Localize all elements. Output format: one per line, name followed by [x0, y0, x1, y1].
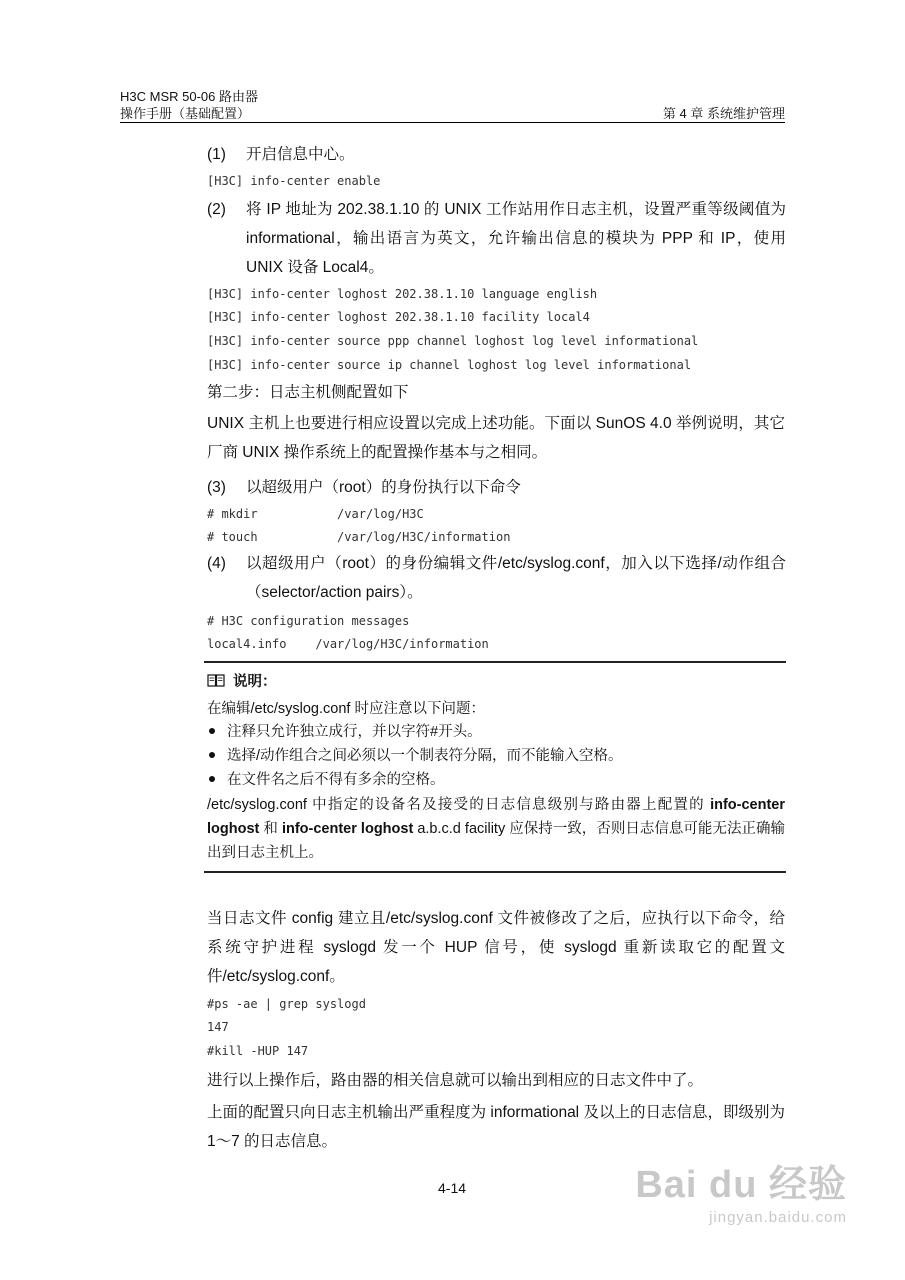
host-side-title: 第二步：日志主机侧配置如下 — [207, 384, 409, 401]
note-bullet — [207, 768, 785, 792]
header-chapter: 第 4 章 系统维护管理 — [662, 106, 785, 121]
note-cmd-2: info-center loghost — [281, 821, 414, 837]
note-para-a: /etc/syslog.conf 中指定的设备名及接受的日志信息级别与路由器上配置的 — [207, 797, 705, 813]
after-code-line: #kill -HUP 147 — [207, 1044, 309, 1058]
note-bullet-text: 选择/动作组合之间必须以一个制表符分隔，而不能输入空格。 — [227, 748, 623, 764]
level-paragraph: 上面的配置只向日志主机输出严重程度为 informational 及以上的日志信息，即级别为 1～7 的日志信息。 — [207, 1104, 785, 1150]
bullet-icon — [209, 752, 215, 758]
step-2-code-line: [H3C] info-center loghost 202.38.1.10 language english — [207, 287, 598, 301]
bullet-icon — [209, 776, 215, 782]
watermark-url: jingyan.baidu.com — [709, 1209, 847, 1226]
note-para-b: a.b.c.d facility 应保持一致，否则日志信息可能无法正确输出到日志主机上。 — [207, 821, 785, 861]
note-bullet — [207, 720, 785, 744]
step-4-text: 以超级用户（root）的身份编辑文件/etc/syslog.conf，加入以下选择/动作组合（selector/action pairs）。 — [246, 555, 786, 601]
result-paragraph: 进行以上操作后，路由器的相关信息就可以输出到相应的日志文件中了。 — [207, 1072, 704, 1089]
note-title: 说明： — [233, 674, 277, 690]
bullet-icon — [209, 728, 215, 734]
step-2-number: (2) — [207, 201, 226, 218]
header-manual: 操作手册（基础配置） — [120, 106, 251, 121]
step-2-code-line: [H3C] info-center source ip channel loghost log level informational — [207, 358, 692, 372]
note-cmd-1: info-center loghost — [207, 797, 786, 837]
note-paragraph — [207, 793, 785, 865]
note-bottom-rule — [204, 871, 786, 873]
watermark-main: Bai du 经验 — [635, 1164, 847, 1206]
step-3-code-line: # touch /var/log/H3C/information — [207, 530, 511, 544]
note-bullet — [207, 744, 785, 768]
note-bullet-text: 在文件名之后不得有多余的空格。 — [227, 772, 445, 788]
after-code-line: #ps -ae | grep syslogd — [207, 997, 366, 1011]
step-1-text: 开启信息中心。 — [246, 146, 355, 163]
header-divider — [120, 122, 785, 123]
step-3-text: 以超级用户（root）的身份执行以下命令 — [246, 479, 521, 496]
note-top-rule — [204, 661, 786, 663]
step-1-code: [H3C] info-center enable — [207, 174, 381, 188]
header-product: H3C MSR 50-06 路由器 — [120, 89, 258, 104]
step-1-number: (1) — [207, 146, 226, 163]
note-and: 和 — [259, 821, 282, 837]
step-2-code-line: [H3C] info-center source ppp channel loghost log level informational — [207, 334, 699, 348]
unix-intro: UNIX 主机上也要进行相应设置以完成上述功能。下面以 SunOS 4.0 举例说明，其它厂商 UNIX 操作系统上的配置操作基本与之相同。 — [207, 415, 785, 461]
step-4-code-line: local4.info /var/log/H3C/information — [207, 637, 489, 651]
step-2-text: 将 IP 地址为 202.38.1.10 的 UNIX 工作站用作日志主机，设置严重等级阈值为 informational，输出语言为英文，允许输出信息的模块为 PPP 和 IP，使用 UNIX 设备 Local4。 — [246, 201, 786, 276]
after-code-line: 147 — [207, 1020, 229, 1034]
hup-paragraph: 当日志文件 config 建立且/etc/syslog.conf 文件被修改了之后，应执行以下命令，给系统守护进程 syslogd 发一个 HUP 信号，使 syslogd 重新读取它的配置文件/etc/syslog.conf。 — [207, 910, 785, 985]
note-title-row — [207, 670, 785, 694]
note-bullet-text: 注释只允许独立成行，并以字符#开头。 — [227, 724, 482, 740]
step-3-number: (3) — [207, 479, 226, 496]
step-4-number: (4) — [207, 555, 226, 572]
page-number: 4-14 — [438, 1180, 467, 1196]
book-icon — [207, 674, 225, 688]
step-2-code-line: [H3C] info-center loghost 202.38.1.10 facility local4 — [207, 310, 590, 324]
note-intro: 在编辑/etc/syslog.conf 时应注意以下问题： — [207, 701, 485, 717]
baidu-watermark — [635, 1165, 847, 1226]
step-3-code-line: # mkdir /var/log/H3C — [207, 507, 424, 521]
step-4-code-line: # H3C configuration messages — [207, 614, 410, 628]
